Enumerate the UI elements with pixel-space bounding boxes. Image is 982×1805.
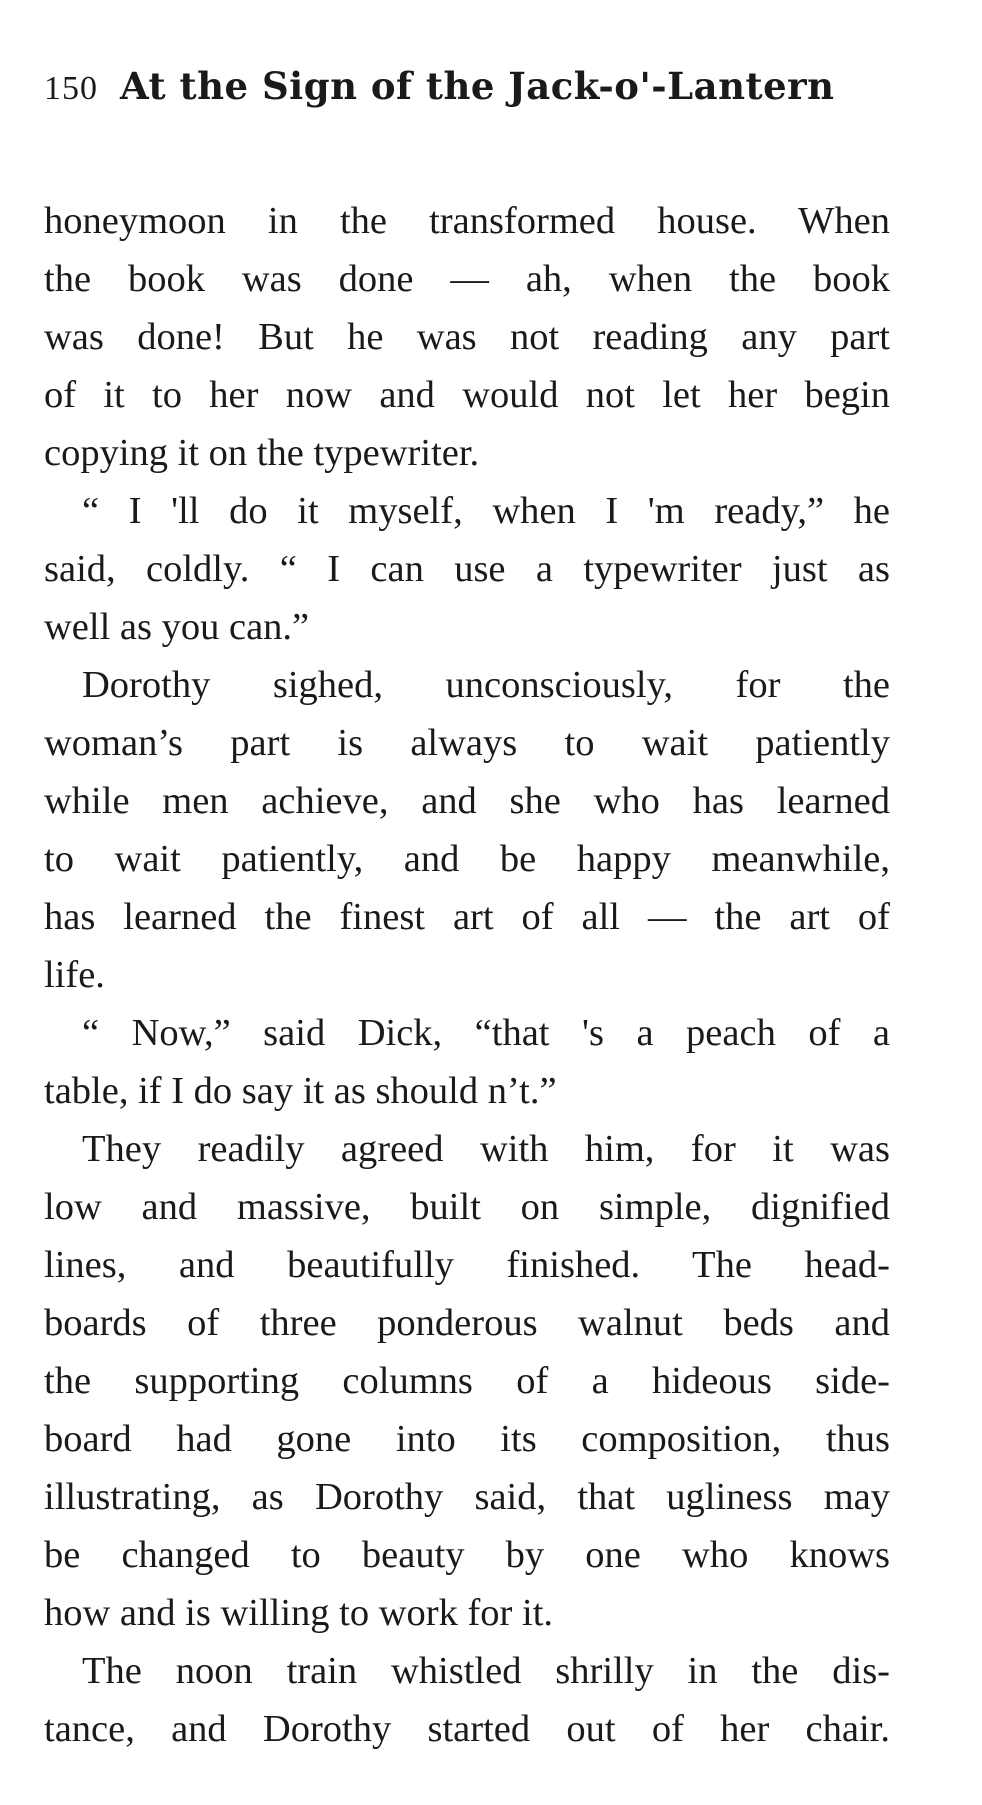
text-line: lines, and beautifully finished. The head- <box>44 1244 890 1286</box>
text-line: the book was done — ah, when the book <box>44 258 890 300</box>
text-line: Dorothy sighed, unconsciously, for the <box>82 664 890 706</box>
text-line: life. <box>44 954 105 996</box>
text-line: honeymoon in the transformed house. When <box>44 200 890 242</box>
text-line: illustrating, as Dorothy said, that ugliness may <box>44 1476 890 1518</box>
page-number: 150 <box>44 70 98 107</box>
text-line: copying it on the typewriter. <box>44 432 480 474</box>
text-line: board had gone into its composition, thus <box>44 1418 890 1460</box>
text-line: woman’s part is always to wait patiently <box>44 722 890 764</box>
text-line: “ Now,” said Dick, “that 's a peach of a <box>82 1012 890 1054</box>
text-line: how and is willing to work for it. <box>44 1592 554 1634</box>
text-line: said, coldly. “ I can use a typewriter just as <box>44 548 890 590</box>
text-line: They readily agreed with him, for it was <box>82 1128 890 1170</box>
text-line: of it to her now and would not let her begin <box>44 374 890 416</box>
text-line: “ I 'll do it myself, when I 'm ready,” he <box>82 490 890 532</box>
text-line: to wait patiently, and be happy meanwhile, <box>44 838 890 880</box>
text-line: The noon train whistled shrilly in the dis- <box>82 1650 890 1692</box>
text-line: low and massive, built on simple, dignified <box>44 1186 890 1228</box>
text-line: has learned the finest art of all — the art of <box>44 896 890 938</box>
text-line: well as you can.” <box>44 606 310 648</box>
text-line: tance, and Dorothy started out of her chair. <box>44 1708 890 1750</box>
body-text <box>44 192 890 1758</box>
text-line: be changed to beauty by one who knows <box>44 1534 890 1576</box>
text-line: boards of three ponderous walnut beds and <box>44 1302 890 1344</box>
text-line: the supporting columns of a hideous side- <box>44 1360 890 1402</box>
running-head <box>44 64 884 124</box>
text-line: was done! But he was not reading any part <box>44 316 890 358</box>
text-line: table, if I do say it as should n’t.” <box>44 1070 557 1112</box>
text-line: while men achieve, and she who has learned <box>44 780 890 822</box>
book-title: At the Sign of the Jack-o'-Lantern <box>120 64 835 108</box>
